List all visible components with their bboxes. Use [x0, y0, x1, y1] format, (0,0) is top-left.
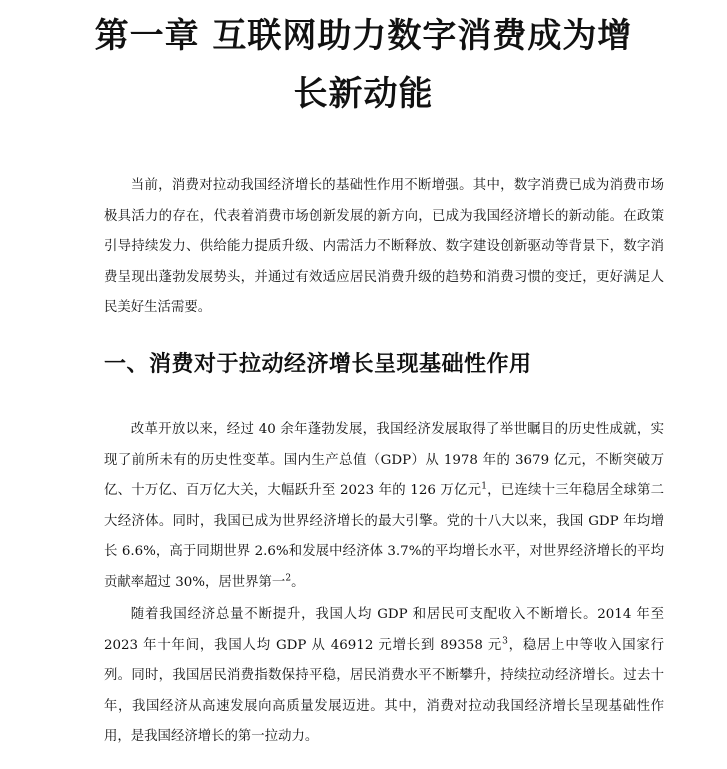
paragraph-text: ，稳居上中等收入国家行列。同时，我国居民消费指数保持平稳，居民消费水平不断攀升，持续拉动经济增长。过去十年，我国经济从高速发展向高质量发展迈进。其中，消费对拉动我国经济增长呈现基础性作用，是我国经济增长的第一拉动力。	[104, 637, 665, 745]
footnote-marker-2: 2	[285, 573, 292, 584]
footnote-marker-3: 3	[502, 636, 508, 647]
section-heading: 一、消费对于拉动经济增长呈现基础性作用	[104, 352, 532, 377]
body-paragraph-1	[104, 415, 664, 599]
paragraph-text: 。	[291, 574, 305, 590]
chapter-title-line-2: 长新动能	[293, 74, 434, 114]
footnote-marker-1: 1	[481, 481, 487, 492]
chapter-title-line-1: 第一章 互联网助力数字消费成为增	[94, 16, 633, 56]
intro-paragraph: 当前，消费对拉动我国经济增长的基础性作用不断增强。其中，数字消费已成为消费市场极具活力的存在，代表着消费市场创新发展的新方向，已成为我国经济增长的新动能。在政策引导持续发力、供给能力提质升级、内需活力不断释放、数字建设创新驱动等背景下，数字消费呈现出蓬勃发展势头，并通过有效适应居民消费升级的趋势和消费习惯的变迁，更好满足人民美好生活需要。	[104, 178, 664, 316]
paragraph-text: 随着我国经济总量不断提升，我国人均 GDP 和居民可支配收入不断增长。2014 年至 2023 年十年间，我国人均 GDP 从 46912 元增长到 89358 元	[104, 607, 664, 653]
paragraph-text: ，已连续十三年稳居全球第二大经济体。同时，我国已成为世界经济增长的最大引擎。党的十八大以来，我国 GDP 年均增长 6.6%，高于同期世界 2.6%和发展中经济体 3.7%的平均增长水平，对世界经济增长的平均贡献率超过 30%，居世界第一	[104, 483, 664, 590]
body-paragraph-2	[104, 600, 664, 753]
paragraph-text: 改革开放以来，经过 40 余年蓬勃发展，我国经济发展取得了举世瞩目的历史性成就，实现了前所未有的历史性变革。国内生产总值（GDP）从 1978 年的 3679 亿元，不断突破万亿、十万亿、百万亿大关，大幅跃升至 2023 年的 126 万亿元	[104, 422, 664, 499]
